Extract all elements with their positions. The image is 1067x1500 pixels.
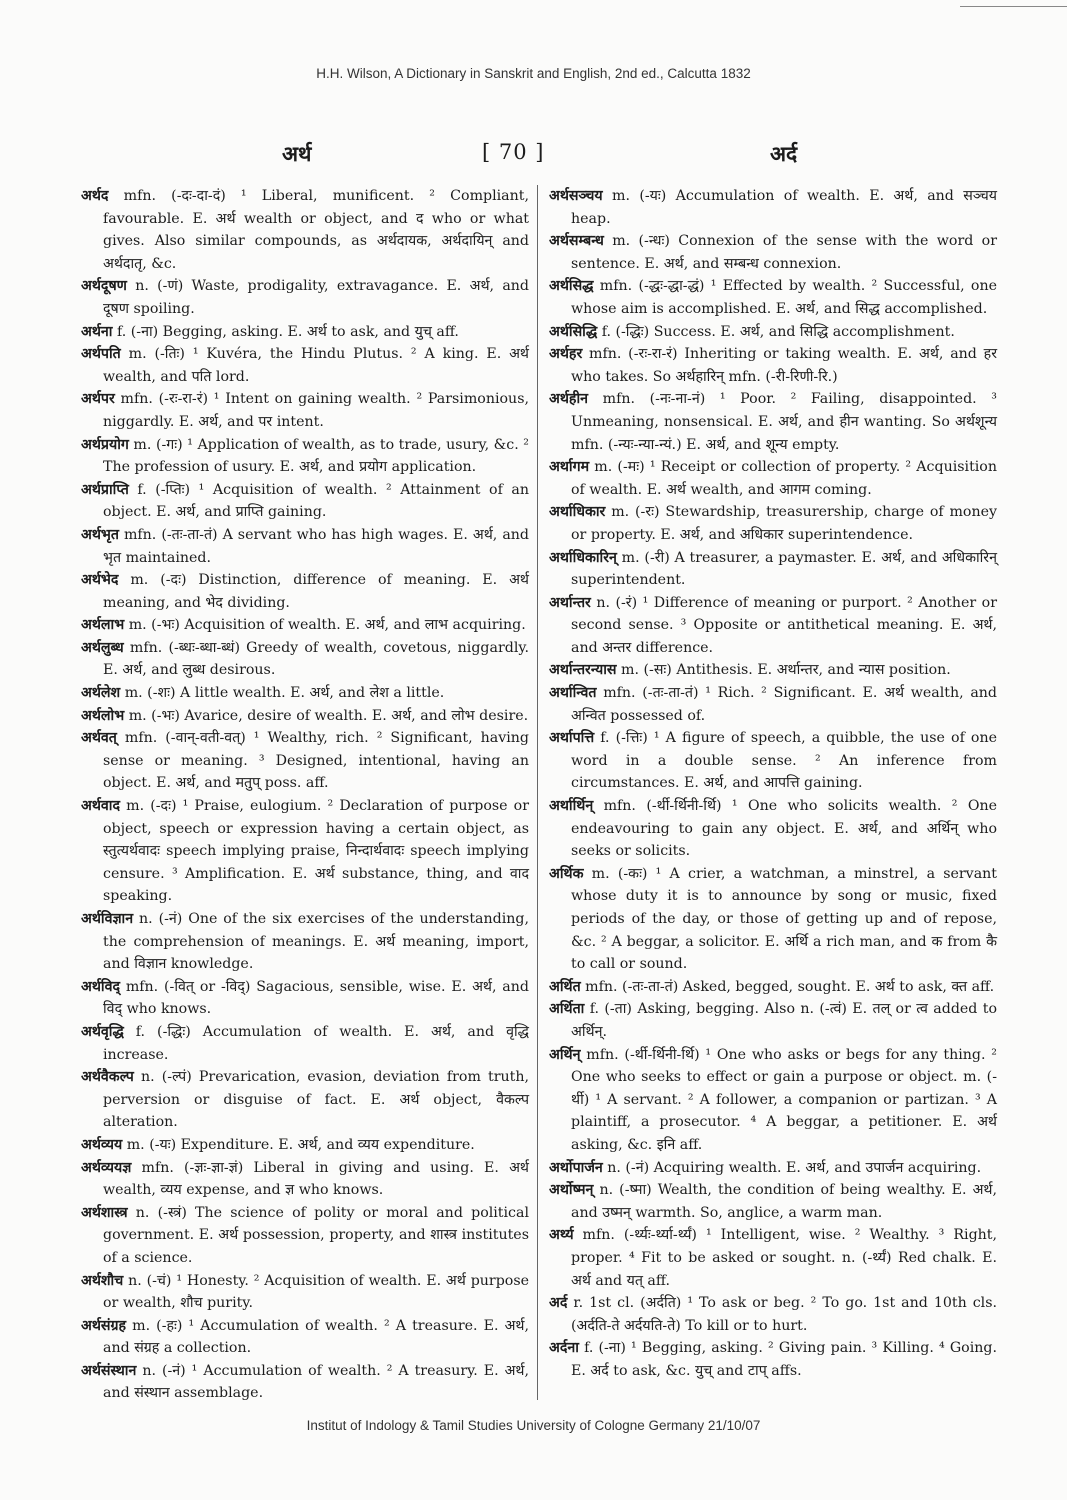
entry-definition: m. (-हः) ¹ Accumulation of wealth. ² A treasure. E. अर्थ, and संग्रह a collection.	[103, 1317, 529, 1357]
entry-headword: अर्थविद्	[81, 978, 121, 995]
dictionary-entry	[549, 343, 997, 388]
dictionary-entry	[549, 795, 997, 863]
entry-definition: mfn. (-नः-ना-नं) ¹ Poor. ² Failing, disappointed. ³ Unmeaning, nonsensical. E. अर्थ, and हीन wanting. So अर्थशून्य mfn. (-न्यः-न्या-न्यं.) E. अर्थ, and शून्य empty.	[571, 391, 997, 453]
entry-headword: अर्थहीन	[549, 391, 588, 408]
entry-definition: mfn. (-रः-रा-रं) ¹ Intent on gaining wealth. ² Parsimonious, niggardly. E. अर्थ, and पर intent.	[103, 391, 529, 430]
entry-definition: mfn. (-दः-दा-दं) ¹ Liberal, munificent. ² Compliant, favourable. E. अर्थ wealth or object, and द who or what gives. Also similar compounds, as अर्थदायक, अर्थदायिन् and अर्थदातृ, &c.	[103, 188, 529, 272]
entry-headword: अर्थसंस्थान	[81, 1362, 137, 1379]
page-number: [ 70 ]	[482, 140, 545, 164]
dictionary-entry	[81, 908, 529, 976]
dictionary-entry	[81, 795, 529, 908]
entry-definition: f. (-ता) Asking, begging. Also n. (-त्वं) E. तल् or त्व added to अर्थिन्.	[571, 1001, 997, 1040]
entry-definition: mfn. (-तः-ता-तं) A servant who has high wages. E. अर्थ, and भृत maintained.	[103, 526, 529, 566]
dictionary-entry	[81, 1157, 529, 1202]
entry-definition: m. (-यः) Accumulation of wealth. E. अर्थ, and सञ्चय heap.	[571, 188, 997, 227]
dictionary-entry	[549, 727, 997, 795]
entry-definition: n. (-णं) Waste, prodigality, extravagance. E. अर्थ, and दूषण spoiling.	[103, 278, 529, 317]
dictionary-entry	[549, 501, 997, 546]
entry-definition: f. (-द्धिः) Accumulation of wealth. E. अर्थ, and वृद्धि increase.	[103, 1023, 529, 1063]
dictionary-entry	[81, 524, 529, 569]
source-header: H.H. Wilson, A Dictionary in Sanskrit and English, 2nd ed., Calcutta 1832	[316, 66, 751, 81]
entry-definition: f. (-त्तिः) ¹ A figure of speech, a quibble, the use of one word in a double sense. ² An inference from circumstances. E. अर्थ, and आपत्ति gaining.	[571, 730, 997, 792]
entry-definition: n. (-नं) One of the six exercises of the understanding, the comprehension of meanings. E. अर्थ meaning, import, and विज्ञान knowledge.	[103, 911, 529, 973]
footer-credit: Institut of Indology & Tamil Studies University of Cologne Germany 21/10/07	[306, 1418, 761, 1433]
entry-headword: अर्थाधिकार	[549, 504, 606, 521]
entry-definition: m. (-गः) ¹ Application of wealth, as to trade, usury, &c. ² The profession of usury. E. अर्थ, and प्रयोग application.	[103, 436, 529, 476]
entry-headword: अर्थागम	[549, 459, 590, 476]
entry-headword: अर्थभृत	[81, 526, 119, 543]
entry-definition: mfn. (-र्थ्यः-र्थ्या-र्थ्यं) ¹ Intelligent, wise. ² Wealthy. ³ Right, proper. ⁴ Fit to be asked or sought. n. (-र्थ्यं) Red chalk. E. अर्थ and यत् aff.	[571, 1227, 997, 1289]
dictionary-entry	[549, 456, 997, 501]
entry-headword: अर्थहर	[549, 346, 583, 363]
entry-headword: अर्थिता	[549, 1001, 585, 1018]
entry-definition: m. (-तिः) ¹ Kuvéra, the Hindu Plutus. ² A king. E. अर्थ wealth, and पति lord.	[103, 346, 529, 385]
entry-definition: f. (-ना) Begging, asking. E. अर्थ to ask, and युच् aff.	[112, 323, 459, 340]
dictionary-entry	[81, 727, 529, 795]
entry-definition: m. (-दः) ¹ Praise, eulogium. ² Declaration of purpose or object, speech or expression having a certain object, as स्तुत्यर्थवादः speech implying praise, निन्दार्थवादः speech implying censure. ³ Amplification. E. अर्थ substance, thing, and वाद speaking.	[103, 798, 529, 905]
entry-headword: अर्थलेश	[81, 685, 121, 702]
entry-headword: अर्थिक	[549, 865, 584, 882]
entry-definition: mfn. (-र्थी-र्थिनी-र्थि) ¹ One who asks or begs for any thing. ² One who seeks to effect or gain a purpose or object. m. (-र्थी) ¹ A servant. ² A follower, a companion or partizan. ³ A plaintiff, a prosecutor. ⁴ A beggar, a petitioner. E. अर्थ asking, &c. इनि aff.	[571, 1046, 997, 1153]
entry-headword: अर्थापत्ति	[549, 730, 595, 747]
entry-headword: अर्थद	[81, 188, 109, 204]
entry-definition: f. (-द्धिः) Success. E. अर्थ, and सिद्धि accomplishment.	[597, 323, 955, 340]
entry-definition: n. (-चं) ¹ Honesty. ² Acquisition of wealth. E. अर्थ purpose or wealth, शौच purity.	[103, 1272, 529, 1312]
entry-definition: mfn. (-रः-रा-रं) Inheriting or taking wealth. E. अर्थ, and हर who takes. So अर्थहारिन् mfn. (-री-रिणी-रि.)	[571, 346, 997, 385]
entry-definition: n. (-रं) ¹ Difference of meaning or purport. ² Another or second sense. ³ Opposite or antithetical meaning. E. अर्थ, and अन्तर difference.	[571, 594, 997, 656]
dictionary-entry	[549, 321, 997, 344]
entry-definition: mfn. (-तः-ता-तं) ¹ Rich. ² Significant. E. अर्थ wealth, and अन्वित possessed of.	[571, 685, 997, 724]
entry-definition: f. (-प्तिः) ¹ Acquisition of wealth. ² Attainment of an object. E. अर्थ, and प्राप्ति gaining.	[103, 481, 529, 521]
entry-headword: अर्थवाद	[81, 798, 121, 815]
entry-definition: n. (-नं) ¹ Accumulation of wealth. ² A treasury. E. अर्थ, and संस्थान assemblage.	[103, 1362, 529, 1402]
dictionary-entry	[549, 1292, 997, 1337]
entry-headword: अर्थवृद्धि	[81, 1023, 124, 1040]
dictionary-entry	[81, 1021, 529, 1066]
entry-headword: अर्थसिद्ध	[549, 278, 594, 295]
entry-headword: अर्थसंग्रह	[81, 1317, 127, 1334]
entry-definition: m. (-दः) Distinction, difference of meaning. E. अर्थ meaning, and भेद dividing.	[103, 572, 529, 611]
entry-definition: m. (-कः) ¹ A crier, a watchman, a minstrel, a servant whose duty it is to announce by song or music, fixed periods of the day, or those of getting up and of repose, &c. ² A beggar, a solicitor. E. अर्थि a rich man, and क from कै to call or sound.	[571, 865, 997, 973]
dictionary-entry	[549, 388, 997, 456]
entry-headword: अर्थव्ययज्ञ	[81, 1159, 132, 1176]
entry-headword: अर्थविज्ञान	[81, 911, 134, 927]
entry-definition: mfn. (-र्थी-र्थिनी-र्थि) ¹ One who solicits wealth. ² One endeavouring to gain any object. E. अर्थ, and अर्थिन् who seeks or solicits.	[571, 798, 997, 860]
dictionary-entry	[81, 275, 529, 320]
dictionary-entry	[81, 343, 529, 388]
dictionary-entry	[81, 1202, 529, 1270]
dictionary-entry	[81, 637, 529, 682]
entry-headword: अर्थशौच	[81, 1272, 124, 1289]
top-edge-rule	[960, 6, 1067, 7]
entry-definition: m. (-रः) Stewardship, treasurership, charge of money or property. E. अर्थ, and अधिकार superintendence.	[571, 504, 997, 543]
dictionary-entry	[81, 569, 529, 614]
entry-headword: अर्थार्थिन्	[549, 798, 594, 815]
entry-headword: अर्थसञ्चय	[549, 188, 603, 204]
entry-definition: m. (-सः) Antithesis. E. अर्थान्तर, and न्यास position.	[616, 662, 951, 679]
entry-headword: अर्थान्तरन्यास	[549, 662, 617, 679]
dictionary-entry	[549, 1179, 997, 1224]
entry-headword: अर्दना	[549, 1340, 579, 1357]
entry-headword: अर्थसिद्धि	[549, 323, 598, 340]
dictionary-entry	[549, 682, 997, 727]
dictionary-entry	[81, 388, 529, 433]
entry-definition: m. (-यः) Expenditure. E. अर्थ, and व्यय expenditure.	[122, 1136, 475, 1153]
running-head-left: अर्थ	[282, 141, 312, 166]
entry-definition: mfn. (-ज्ञः-ज्ञा-ज्ञं) Liberal in giving and using. E. अर्थ wealth, व्यय expense, and ज्ञ who knows.	[103, 1159, 529, 1199]
entry-headword: अर्थपर	[81, 391, 115, 408]
entry-definition: n. (-ष्मा) Wealth, the condition of being wealthy. E. अर्थ, and उष्मन् warmth. So, anglice, a warm man.	[571, 1182, 997, 1221]
left-column	[81, 185, 529, 1405]
entry-definition: m. (-भः) Acquisition of wealth. E. अर्थ, and लाभ acquiring.	[124, 617, 526, 634]
dictionary-entry	[549, 1044, 997, 1157]
entry-headword: अर्थ्य	[549, 1227, 574, 1244]
entry-definition: mfn. (-तः-ता-तं) Asked, begged, sought. E. अर्थ to ask, क्त aff.	[580, 978, 995, 995]
entry-definition: r. 1st cl. (अर्दति) ¹ To ask or beg. ² To go. 1st and 10th cls. (अर्दति-ते अर्दयति-ते) To kill or to hurt.	[567, 1295, 997, 1334]
dictionary-entry	[549, 1337, 997, 1382]
dictionary-entry	[549, 976, 997, 999]
entry-definition: n. (-स्त्रं) The science of polity or moral and political government. E. अर्थ possession, property, and शास्त्र institutes of a science.	[103, 1204, 529, 1266]
entry-definition: m. (-री) A treasurer, a paymaster. E. अर्थ, and अधिकारिन् superintendent.	[571, 549, 997, 589]
entry-headword: अर्थान्तर	[549, 594, 591, 611]
dictionary-entry	[549, 998, 997, 1043]
entry-headword: अर्थवत्	[81, 730, 117, 747]
entry-definition: n. (-नं) Acquiring wealth. E. अर्थ, and उपार्जन acquiring.	[602, 1159, 982, 1176]
entry-headword: अर्थशास्त्र	[81, 1204, 128, 1221]
dictionary-entry	[549, 230, 997, 275]
entry-headword: अर्थलोभ	[81, 707, 125, 724]
entry-headword: अर्थलाभ	[81, 617, 125, 634]
dictionary-entry	[549, 1224, 997, 1292]
entry-headword: अर्थप्रयोग	[81, 436, 129, 453]
dictionary-entry	[81, 705, 529, 728]
entry-definition: mfn. (-वान्-वती-वत्) ¹ Wealthy, rich. ² Significant, having sense or meaning. ³ Designed, intentional, having an object. E. अर्थ, and मतुप् poss. aff.	[103, 730, 529, 792]
dictionary-entry	[549, 547, 997, 592]
dictionary-entry	[81, 1134, 529, 1157]
entry-headword: अर्थलुब्ध	[81, 639, 124, 656]
dictionary-entry	[81, 185, 529, 275]
entry-headword: अर्द	[549, 1295, 568, 1312]
column-divider	[537, 185, 538, 1400]
dictionary-entry	[81, 1360, 529, 1405]
entry-headword: अर्थना	[81, 323, 113, 340]
running-head-right: अर्द	[770, 141, 798, 166]
entry-headword: अर्थपति	[81, 346, 121, 363]
entry-headword: अर्थित	[549, 978, 581, 995]
dictionary-entry	[549, 863, 997, 976]
entry-definition: m. (-न्धः) Connexion of the sense with the word or sentence. E. अर्थ, and सम्बन्ध connexion.	[571, 233, 997, 272]
entry-definition: m. (-मः) ¹ Receipt or collection of property. ² Acquisition of wealth. E. अर्थ wealth, and आगम coming.	[571, 459, 997, 498]
dictionary-entry	[549, 592, 997, 660]
entry-headword: अर्थभेद	[81, 572, 119, 589]
dictionary-entry	[81, 1270, 529, 1315]
entry-headword: अर्थान्वित	[549, 685, 597, 702]
entry-headword: अर्थोपार्जन	[549, 1159, 603, 1176]
dictionary-entry	[81, 1066, 529, 1134]
entry-headword: अर्थाधिकारिन्	[549, 549, 617, 566]
entry-definition: f. (-ना) ¹ Begging, asking. ² Giving pain. ³ Killing. ⁴ Going. E. अर्द to ask, &c. युच् and टाप् affs.	[571, 1340, 997, 1379]
dictionary-entry	[81, 321, 529, 344]
right-column	[549, 185, 997, 1382]
dictionary-entry	[81, 434, 529, 479]
dictionary-entry	[549, 185, 997, 230]
entry-definition: n. (-ल्पं) Prevarication, evasion, deviation from truth, perversion or disguise of fact. E. अर्थ object, वैकल्प alteration.	[103, 1069, 529, 1131]
entry-headword: अर्थसम्बन्ध	[549, 233, 604, 250]
dictionary-entry	[549, 275, 997, 320]
dictionary-entry	[81, 614, 529, 637]
dictionary-entry	[549, 1157, 997, 1180]
entry-definition: mfn. (-द्धः-द्धा-द्धं) ¹ Effected by wealth. ² Successful, one whose aim is accomplished. E. अर्थ, and सिद्ध accomplished.	[571, 278, 997, 317]
entry-headword: अर्थदूषण	[81, 278, 127, 295]
dictionary-entry	[81, 682, 529, 705]
dictionary-entry	[549, 659, 997, 682]
entry-headword: अर्थिन्	[549, 1046, 581, 1063]
entry-headword: अर्थप्राप्ति	[81, 481, 129, 498]
dictionary-entry	[81, 1315, 529, 1360]
dictionary-entry	[81, 479, 529, 524]
entry-definition: m. (-भः) Avarice, desire of wealth. E. अर्थ, and लोभ desire.	[124, 707, 529, 724]
entry-headword: अर्थवैकल्प	[81, 1069, 134, 1086]
entry-definition: mfn. (-वित् or -विद्) Sagacious, sensible, wise. E. अर्थ, and विद् who knows.	[103, 978, 529, 1018]
entry-headword: अर्थव्यय	[81, 1136, 123, 1153]
entry-headword: अर्थोष्मन्	[549, 1182, 594, 1199]
entry-definition: m. (-शः) A little wealth. E. अर्थ, and लेश a little.	[120, 685, 445, 702]
entry-definition: mfn. (-ब्धः-ब्धा-ब्धं) Greedy of wealth, covetous, niggardly. E. अर्थ, and लुब्ध desirous.	[103, 639, 529, 679]
dictionary-entry	[81, 976, 529, 1021]
